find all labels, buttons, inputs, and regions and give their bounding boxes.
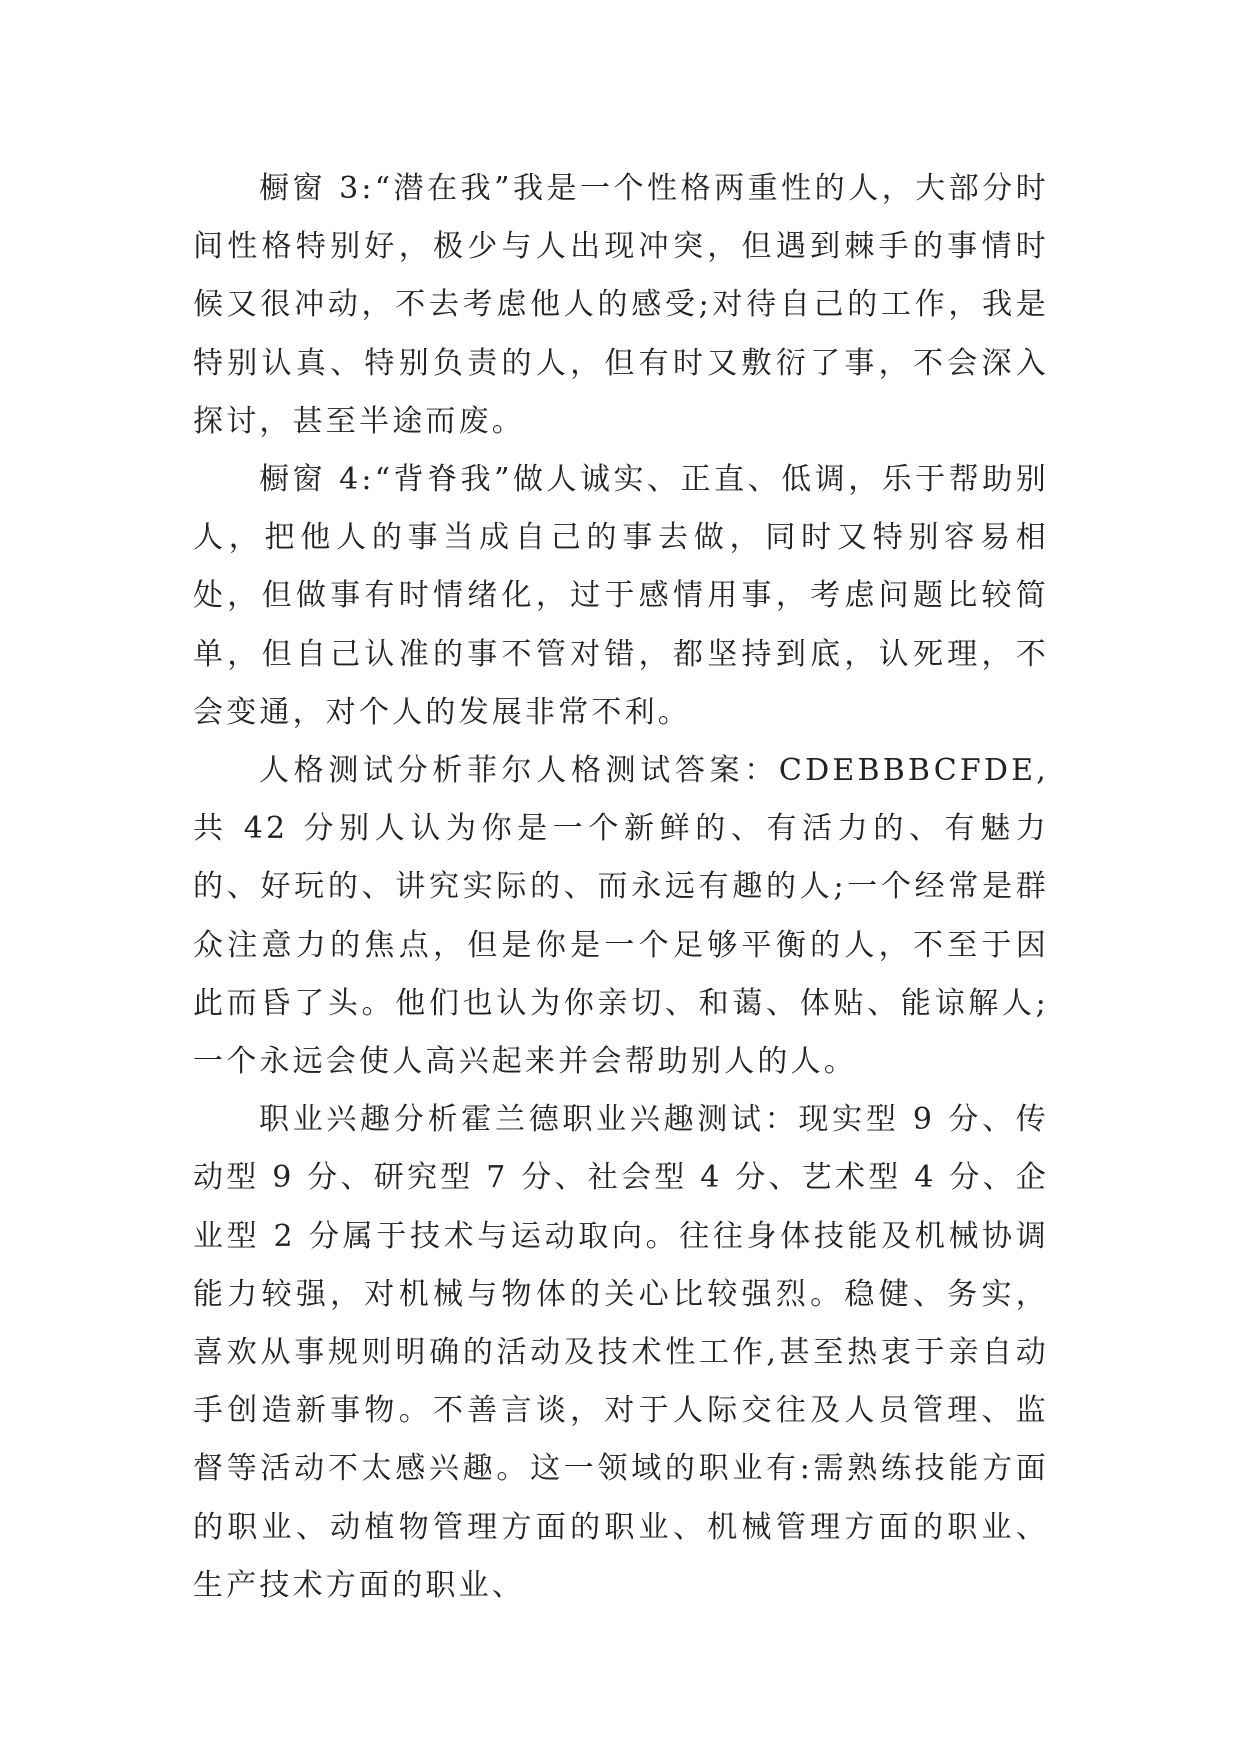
document-body	[193, 160, 1049, 1615]
paragraph-career-interest: 职业兴趣分析霍兰德职业兴趣测试：现实型 9 分、传动型 9 分、研究型 7 分、社会型 4 分、艺术型 4 分、企业型 2 分属于技术与运动取向。往往身体技能及机械协调能力较强，对机械与物体的关心比较强烈。稳健、务实，喜欢从事规则明确的活动及技术性工作,甚至热衷于亲自动手创造新事物。不善言谈，对于人际交往及人员管理、监督等活动不太感兴趣。这一领域的职业有:需熟练技能方面的职业、动植物管理方面的职业、机械管理方面的职业、生产技术方面的职业、	[193, 1102, 1049, 1603]
paragraph-window-4: 橱窗 4:“背脊我”做人诚实、正直、低调，乐于帮助别人，把他人的事当成自己的事去做，同时又特别容易相处，但做事有时情绪化，过于感情用事，考虑问题比较简单，但自己认准的事不管对错，都坚持到底，认死理，不会变通，对个人的发展非常不利。	[193, 462, 1049, 730]
paragraph-window-3: 橱窗 3:“潜在我”我是一个性格两重性的人，大部分时间性格特别好，极少与人出现冲突，但遇到棘手的事情时候又很冲动，不去考虑他人的感受;对待自己的工作，我是特别认真、特别负责的人，但有时又敷衍了事，不会深入探讨，甚至半途而废。	[193, 171, 1049, 439]
paragraph-personality-test: 人格测试分析菲尔人格测试答案：CDEBBBCFDE,共 42 分别人认为你是一个新鲜的、有活力的、有魅力的、好玩的、讲究实际的、而永远有趣的人;一个经常是群众注意力的焦点，但是你是一个足够平衡的人，不至于因此而昏了头。他们也认为你亲切、和蔼、体贴、能谅解人;一个永远会使人高兴起来并会帮助别人的人。	[193, 753, 1049, 1080]
